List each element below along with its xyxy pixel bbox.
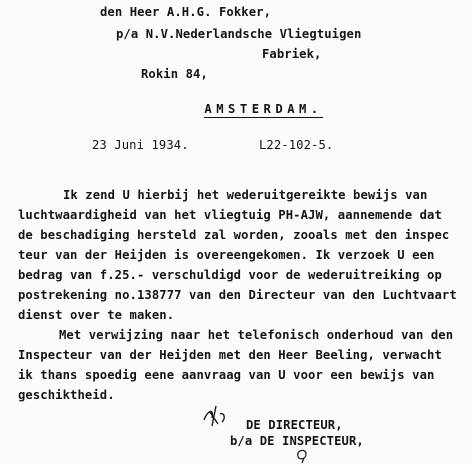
body-p2-line-4: geschiktheid. — [18, 388, 115, 402]
body-p1-line-7: dienst over te maken. — [18, 308, 175, 322]
closing-sub: b/a DE INSPECTEUR, — [230, 434, 364, 448]
address-line-4: Rokin 84, — [141, 67, 208, 81]
body-p2-line-3: ik thans spoedig eene aanvraag van U voor een bewijs van — [18, 368, 435, 382]
body-p2-line-2: Inspecteur van der Heijden met den Heer Beeling, verwacht — [18, 348, 442, 362]
address-line-1: den Heer A.H.G. Fokker, — [100, 5, 272, 19]
address-city-wrapper — [157, 88, 323, 130]
address-line-2: p/a N.V.Nederlandsche Vliegtuigen — [116, 27, 362, 41]
body-p2-line-1: Met verwijzing naar het telefonisch onderhoud van den — [59, 328, 454, 342]
body-p1-line-3: de beschadiging hersteld zal worden, zooals met den inspec — [18, 228, 450, 242]
body-p1-line-4: teur van der Heijden is overeengekomen. Ik verzoek U een — [18, 248, 435, 262]
body-p1-line-6: postrekening no.138777 van den Directeur van den Luchtvaart — [18, 288, 457, 302]
handwritten-mark — [292, 446, 318, 464]
body-p1-line-5: bedrag van f.25.- verschuldigd voor de wederuitreiking op — [18, 268, 442, 282]
letter-date: 23 Juni 1934. — [92, 138, 189, 152]
handwritten-signature — [196, 400, 236, 430]
address-city: AMSTERDAM. — [204, 102, 323, 116]
letter-reference: L22-102-5. — [259, 138, 334, 152]
body-p1-line-2: luchtwaardigheid van het vliegtuig PH-AJW, aannemende dat — [18, 208, 442, 222]
closing-title: DE DIRECTEUR, — [246, 418, 343, 432]
address-line-3: Fabriek, — [262, 47, 322, 61]
body-p1-line-1: Ik zend U hierbij het wederuitgereikte bewijs van — [63, 188, 428, 202]
